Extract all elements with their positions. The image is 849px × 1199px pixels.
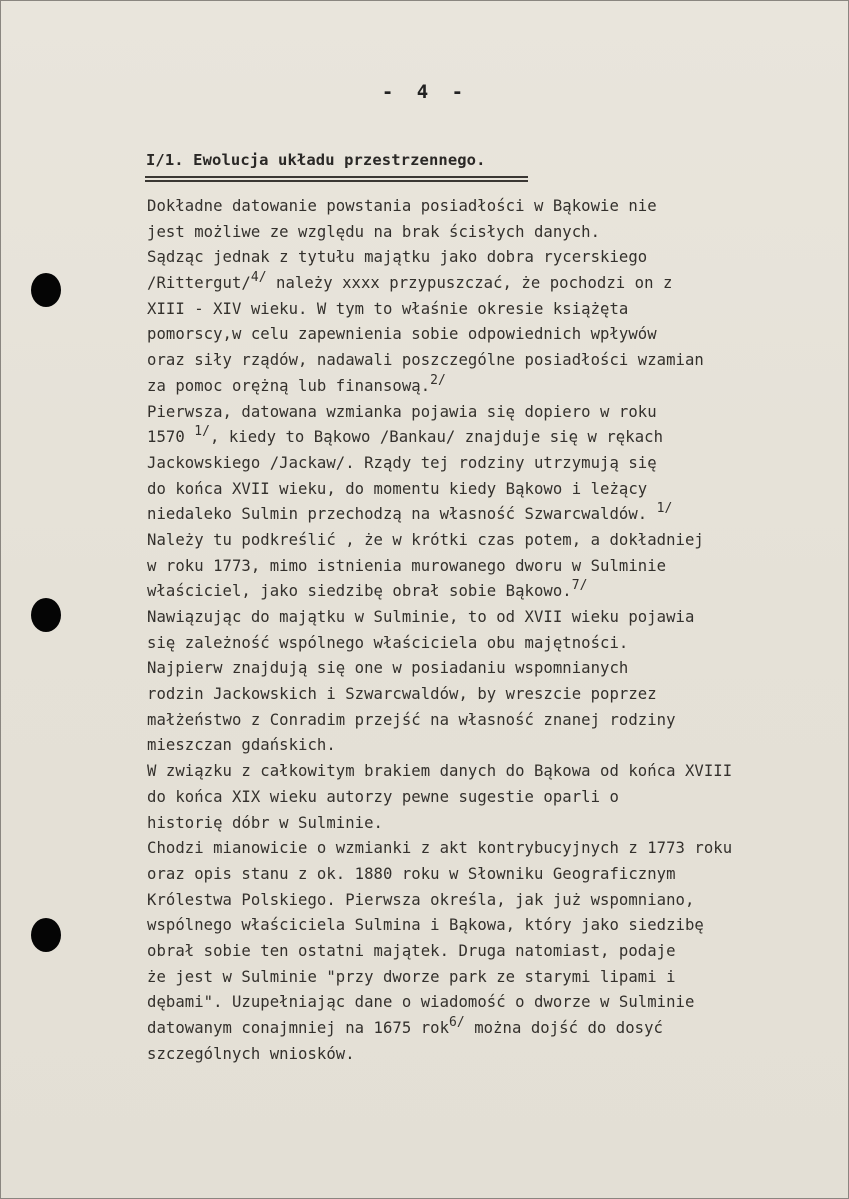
text-line xyxy=(147,811,827,837)
text-line xyxy=(147,708,827,734)
line-text: do końca XVII wieku, do momentu kiedy Bąkowo i leżący xyxy=(147,479,648,498)
line-text: Pierwsza, datowana wzmianka pojawia się dopiero w roku xyxy=(147,402,657,421)
line-text: pomorscy,w celu zapewnienia sobie odpowiednich wpływów xyxy=(147,325,657,344)
line-text: Należy tu podkreślić , że w krótki czas potem, a dokładniej xyxy=(147,530,704,549)
text-line xyxy=(147,939,827,965)
text-line xyxy=(147,605,827,631)
line-text: szczególnych wniosków. xyxy=(147,1044,355,1063)
line-text: Dokładne datowanie powstania posiadłości w Bąkowie nie xyxy=(147,197,657,215)
line-text: za pomoc orężną lub finansową. xyxy=(147,376,431,395)
body-text xyxy=(147,194,827,1067)
text-line xyxy=(147,322,827,348)
line-text: Nawiązując do majątku w Sulminie, to od XVII wieku pojawia xyxy=(147,608,695,626)
line-text: jest możliwe ze względu na brak ścisłych danych. xyxy=(147,222,601,241)
line-text: Jackowskiego /Jackaw/. Rządy tej rodziny utrzymują się xyxy=(147,453,657,472)
text-line xyxy=(147,554,827,580)
text-line xyxy=(147,990,827,1016)
line-text: oraz siły rządów, nadawali poszczególne posiadłości wzamian xyxy=(147,351,704,370)
text-line xyxy=(147,297,827,323)
line-text: XIII - XIV wieku. W tym to właśnie okresie książęta xyxy=(147,299,629,318)
line-text: 1570 xyxy=(147,428,195,447)
line-text: do końca XIX wieku autorzy pewne sugestie oparli o xyxy=(147,787,619,806)
text-line xyxy=(147,579,827,605)
text-line xyxy=(147,733,827,759)
line-text: Chodzi mianowicie o wzmianki z akt kontrybucyjnych z 1773 roku xyxy=(147,839,733,858)
line-text: historię dóbr w Sulminie. xyxy=(147,813,383,832)
text-line xyxy=(147,477,827,503)
line-text: wspólnego właściciela Sulmina i Bąkowa, który jako siedzibę xyxy=(147,916,704,935)
line-text: oraz opis stanu z ok. 1880 roku w Słowniku Geograficznym xyxy=(147,864,676,883)
text-line xyxy=(147,1042,827,1068)
footnote-ref: 2/ xyxy=(430,372,446,388)
text-line xyxy=(147,502,827,528)
text-line xyxy=(147,1016,827,1042)
text-line xyxy=(147,451,827,477)
line-text: mieszczan gdańskich. xyxy=(147,736,336,755)
section-heading: I/1. Ewolucja układu przestrzennego. xyxy=(146,151,486,169)
text-line xyxy=(147,348,827,374)
text-line xyxy=(147,271,827,297)
line-text: Sądząc jednak z tytułu majątku jako dobra rycerskiego xyxy=(147,248,648,267)
text-line xyxy=(147,220,827,246)
text-line xyxy=(147,631,827,657)
text-line xyxy=(147,836,827,862)
line-text: niedaleko Sulmin przechodzą na własność Szwarcwaldów. xyxy=(147,505,657,524)
line-text: rodzin Jackowskich i Szwarcwaldów, by wreszcie poprzez xyxy=(147,685,657,704)
line-text-continued: należy xxxx przypuszczać, że pochodzi on z xyxy=(266,274,673,293)
text-line xyxy=(147,400,827,426)
line-text: datowanym conajmniej na 1675 rok xyxy=(147,1019,450,1037)
footnote-ref: 1/ xyxy=(194,424,210,440)
punch-hole xyxy=(31,918,61,952)
heading-underline xyxy=(145,176,528,178)
text-line xyxy=(147,888,827,914)
line-text: że jest w Sulminie "przy dworze park ze starymi lipami i xyxy=(147,967,676,986)
text-line xyxy=(147,862,827,888)
footnote-ref: 4/ xyxy=(250,270,267,286)
line-text: dębami". Uzupełniając dane o wiadomość o dworze w Sulminie xyxy=(147,993,695,1012)
heading-underline xyxy=(145,180,528,182)
text-line xyxy=(147,759,827,785)
text-line xyxy=(147,965,827,991)
line-text: w roku 1773, mimo istnienia murowanego dworu w Sulminie xyxy=(147,556,667,575)
text-line xyxy=(147,194,827,220)
text-line xyxy=(147,374,827,400)
punch-hole xyxy=(31,598,61,632)
text-line xyxy=(147,528,827,554)
text-line xyxy=(147,656,827,682)
punch-hole xyxy=(31,273,61,307)
text-line xyxy=(147,245,827,271)
text-line xyxy=(147,913,827,939)
line-text: Królestwa Polskiego. Pierwsza określa, jak już wspomniano, xyxy=(147,890,695,909)
line-text: Najpierw znajdują się one w posiadaniu wspomnianych xyxy=(147,659,629,678)
line-text: się zależność wspólnego właściciela obu majętności. xyxy=(147,633,629,652)
page-number: - 4 - xyxy=(381,81,470,103)
line-text-continued: , kiedy to Bąkowo /Bankau/ znajduje się w rękach xyxy=(209,428,664,447)
line-text-continued: można dojść do dosyć xyxy=(464,1019,663,1037)
footnote-ref: 6/ xyxy=(449,1015,465,1030)
line-text: W związku z całkowitym brakiem danych do Bąkowa od końca XVIII xyxy=(147,762,733,781)
line-text: małżeństwo z Conradim przejść na własność znanej rodziny xyxy=(147,710,676,729)
line-text: /Rittergut/ xyxy=(147,274,251,293)
text-line xyxy=(147,425,827,451)
text-line xyxy=(147,785,827,811)
line-text: właściciel, jako siedzibę obrał sobie Bąkowo. xyxy=(147,582,572,601)
line-text: obrał sobie ten ostatni majątek. Druga natomiast, podaje xyxy=(147,941,676,960)
footnote-ref: 7/ xyxy=(571,578,588,594)
footnote-ref: 1/ xyxy=(656,501,673,517)
text-line xyxy=(147,682,827,708)
